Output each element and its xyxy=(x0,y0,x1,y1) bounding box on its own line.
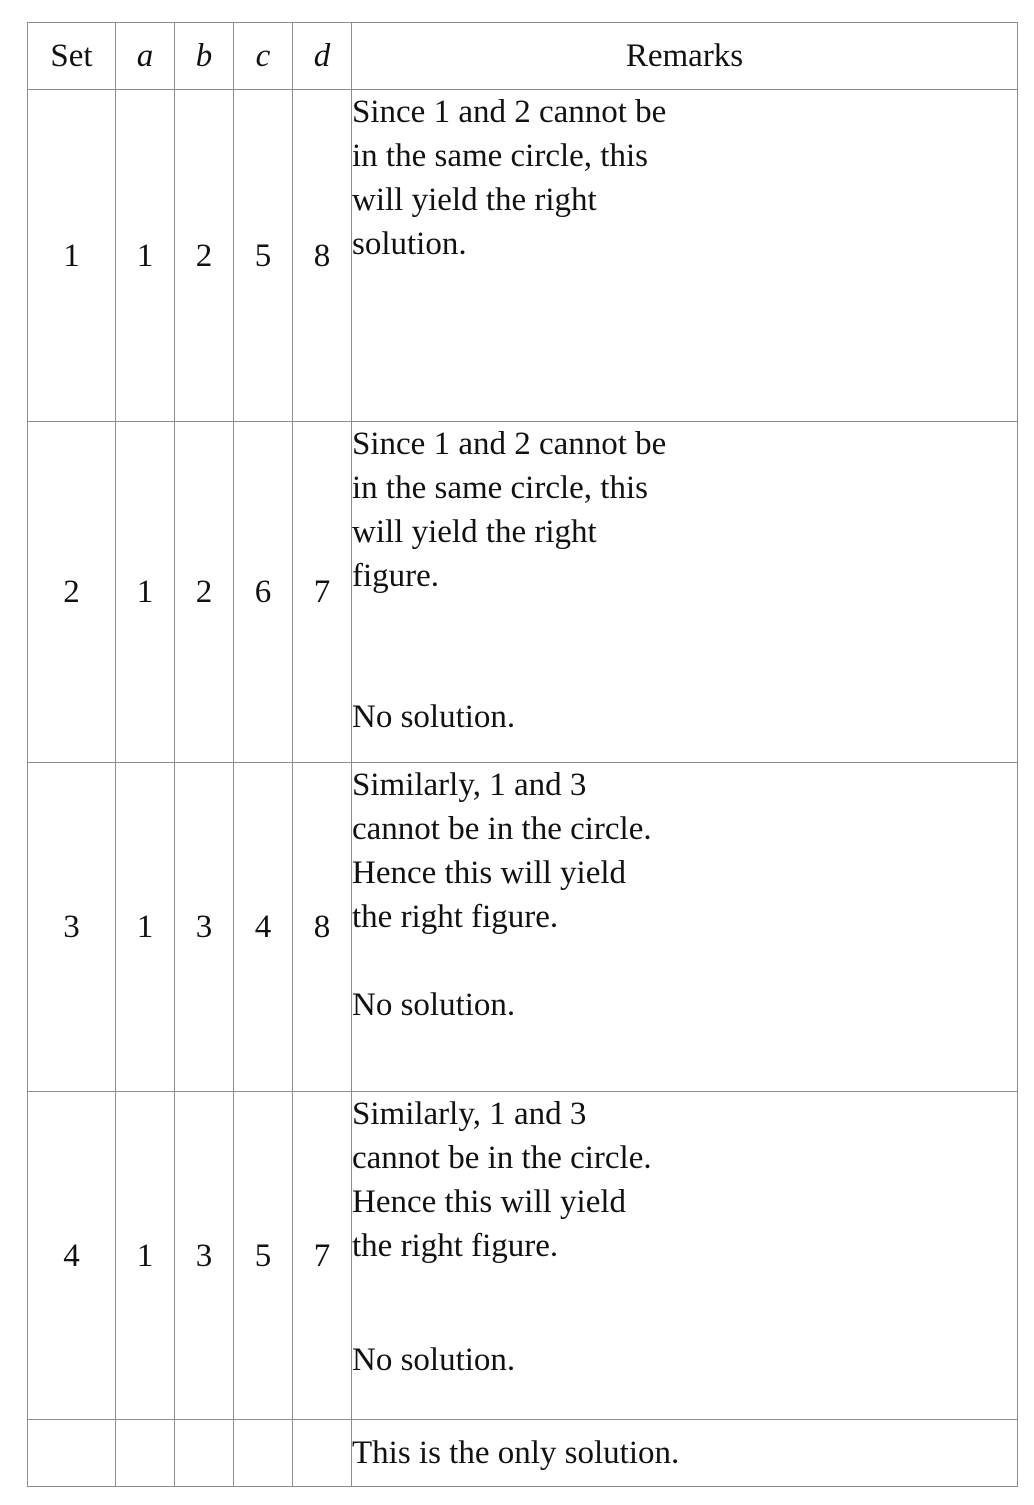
cell-c xyxy=(234,1420,293,1487)
remark-line: in the same circle, this xyxy=(352,470,648,506)
table-row xyxy=(28,1420,1018,1487)
final-remark: This is the only solution. xyxy=(352,1420,1018,1487)
header-a: a xyxy=(116,23,175,90)
cell-set: 1 xyxy=(28,90,116,422)
header-b: b xyxy=(175,23,234,90)
remark-line: the right figure. xyxy=(352,1228,559,1264)
remark-line: in the same circle, this xyxy=(352,138,648,174)
spacer xyxy=(352,1268,1017,1338)
header-remarks: Remarks xyxy=(352,23,1018,90)
remark-line: cannot be in the circle. xyxy=(352,1140,652,1176)
remark-conclusion: No solution. xyxy=(352,699,516,735)
cell-a xyxy=(116,1420,175,1487)
cell-a: 1 xyxy=(116,422,175,763)
cell-d: 8 xyxy=(293,90,352,422)
cell-remarks xyxy=(352,1092,1018,1420)
cell-set: 4 xyxy=(28,1092,116,1420)
remark-line: will yield the right xyxy=(352,182,597,218)
header-c: c xyxy=(234,23,293,90)
remark-line: Similarly, 1 and 3 xyxy=(352,767,587,803)
remark-line: Since 1 and 2 cannot be xyxy=(352,426,667,462)
cell-d: 7 xyxy=(293,1092,352,1420)
remark-conclusion: No solution. xyxy=(352,987,516,1023)
cell-b xyxy=(175,1420,234,1487)
remark-line: figure. xyxy=(352,558,440,594)
cell-c: 5 xyxy=(234,90,293,422)
spacer xyxy=(352,598,1017,695)
remark-line: cannot be in the circle. xyxy=(352,811,652,847)
remark-line: solution. xyxy=(352,226,467,262)
cell-a: 1 xyxy=(116,1092,175,1420)
cell-d xyxy=(293,1420,352,1487)
table-row xyxy=(28,422,1018,763)
table-row xyxy=(28,1092,1018,1420)
table-row xyxy=(28,90,1018,422)
cell-remarks xyxy=(352,90,1018,422)
header-row xyxy=(28,23,1018,90)
cell-c: 4 xyxy=(234,763,293,1092)
cell-set xyxy=(28,1420,116,1487)
cell-remarks xyxy=(352,763,1018,1092)
table-row xyxy=(28,763,1018,1092)
cell-b: 2 xyxy=(175,422,234,763)
spacer xyxy=(352,939,1017,983)
cell-c: 6 xyxy=(234,422,293,763)
cell-set: 2 xyxy=(28,422,116,763)
cell-b: 2 xyxy=(175,90,234,422)
cell-a: 1 xyxy=(116,763,175,1092)
header-d: d xyxy=(293,23,352,90)
cell-remarks xyxy=(352,422,1018,763)
remark-line: Similarly, 1 and 3 xyxy=(352,1096,587,1132)
remark-line: Hence this will yield xyxy=(352,1184,627,1220)
remark-line: the right figure. xyxy=(352,899,559,935)
cell-d: 8 xyxy=(293,763,352,1092)
cell-set: 3 xyxy=(28,763,116,1092)
cell-b: 3 xyxy=(175,763,234,1092)
cell-a: 1 xyxy=(116,90,175,422)
remark-conclusion: No solution. xyxy=(352,1342,516,1378)
remark-line: Hence this will yield xyxy=(352,855,627,891)
header-set: Set xyxy=(28,23,116,90)
cell-b: 3 xyxy=(175,1092,234,1420)
cell-d: 7 xyxy=(293,422,352,763)
solution-table xyxy=(27,22,1018,1487)
remark-line: will yield the right xyxy=(352,514,597,550)
remark-line: Since 1 and 2 cannot be xyxy=(352,94,667,130)
cell-c: 5 xyxy=(234,1092,293,1420)
